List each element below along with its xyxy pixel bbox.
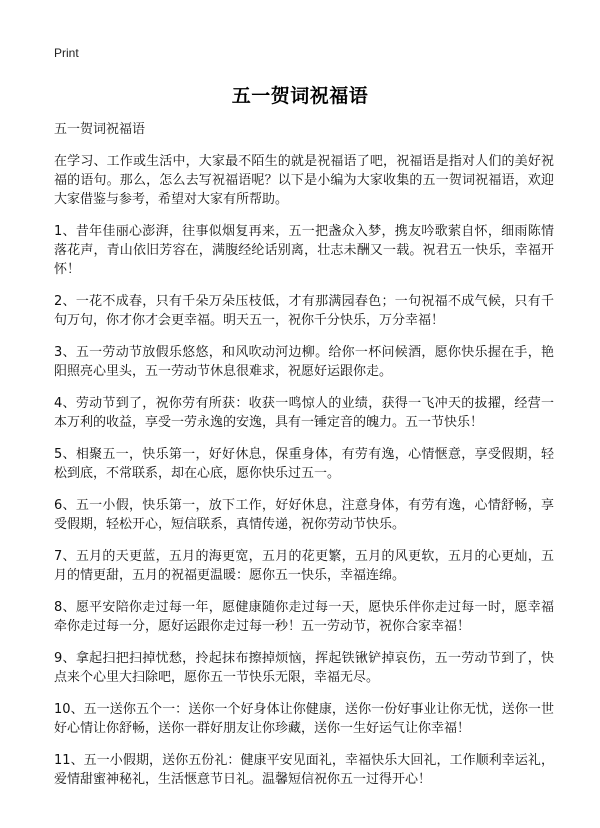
blessing-item-3: 3、五一劳动节放假乐悠悠，和风吹动河边柳。给你一杯问候酒，愿你快乐握在手，艳阳照亮心里头，五一劳动节休息很难求，祝愿好运跟你走。 [54,345,554,379]
page-title: 五一贺词祝福语 [231,85,369,107]
blessing-item-7: 7、五月的天更蓝，五月的海更宽，五月的花更繁，五月的风更软，五月的心更灿，五月的情更甜，五月的祝福更温暖：愿你五一快乐，幸福连绵。 [54,549,554,583]
blessing-item-9: 9、拿起扫把扫掉忧愁，拎起抹布擦掉烦恼，挥起铁锹铲掉哀伤，五一劳动节到了，快点来个心里大扫除吧，愿你五一节快乐无限，幸福无尽。 [54,651,554,685]
article-subtitle: 五一贺词祝福语 [54,122,146,137]
blessing-item-4: 4、劳动节到了，祝你劳有所获：收获一鸣惊人的业绩，获得一飞冲天的拔擢，经营一本万利的收益，享受一劳永逸的安逸，具有一锤定音的魄力。五一节快乐！ [54,396,554,430]
article-body [54,120,554,802]
blessing-item-10: 10、五一送你五个一：送你一个好身体让你健康，送你一份好事业让你无忧，送你一世好心情让你舒畅，送你一群好朋友让你珍藏，送你一生好运气让你幸福！ [54,702,554,736]
print-link[interactable]: Print [54,46,79,60]
blessing-item-11: 11、五一小假期，送你五份礼：健康平安见面礼，幸福快乐大回礼，工作顺利幸运礼，爱情甜蜜神秘礼，生活惬意节日礼。温馨短信祝你五一过得开心！ [54,753,554,787]
blessing-item-6: 6、五一小假，快乐第一，放下工作，好好休息，注意身体，有劳有逸，心情舒畅，享受假期，轻松开心，短信联系，真情传递，祝你劳动节快乐。 [54,498,554,532]
blessing-item-5: 5、相聚五一，快乐第一，好好休息，保重身体，有劳有逸，心情惬意，享受假期，轻松到底，不常联系，却在心底，愿你快乐过五一。 [54,447,554,481]
blessing-item-1: 1、昔年佳丽心澎湃，往事似烟复再来，五一把盏众入梦，携友吟歌萦自怀，细雨陈情落花声，青山依旧芳容在，满腹经纶话别离，壮志未酬又一载。祝君五一快乐，幸福开怀！ [54,224,554,277]
blessing-item-2: 2、一花不成春，只有千朵万朵压枝低，才有那满园春色；一句祝福不成气候，只有千句万句，你才你才会更幸福。明天五一，祝你千分快乐，万分幸福！ [54,294,554,328]
blessing-item-8: 8、愿平安陪你走过每一年，愿健康随你走过每一天，愿快乐伴你走过每一时，愿幸福牵你走过每一分，愿好运跟你走过每一秒！五一劳动节，祝你合家幸福！ [54,600,554,634]
intro-paragraph: 在学习、工作或生活中，大家最不陌生的就是祝福语了吧，祝福语是指对人们的美好祝福的语句。那么，怎么去写祝福语呢？以下是小编为大家收集的五一贺词祝福语，欢迎大家借鉴与参考，希望对大家有所帮助。 [54,154,554,207]
